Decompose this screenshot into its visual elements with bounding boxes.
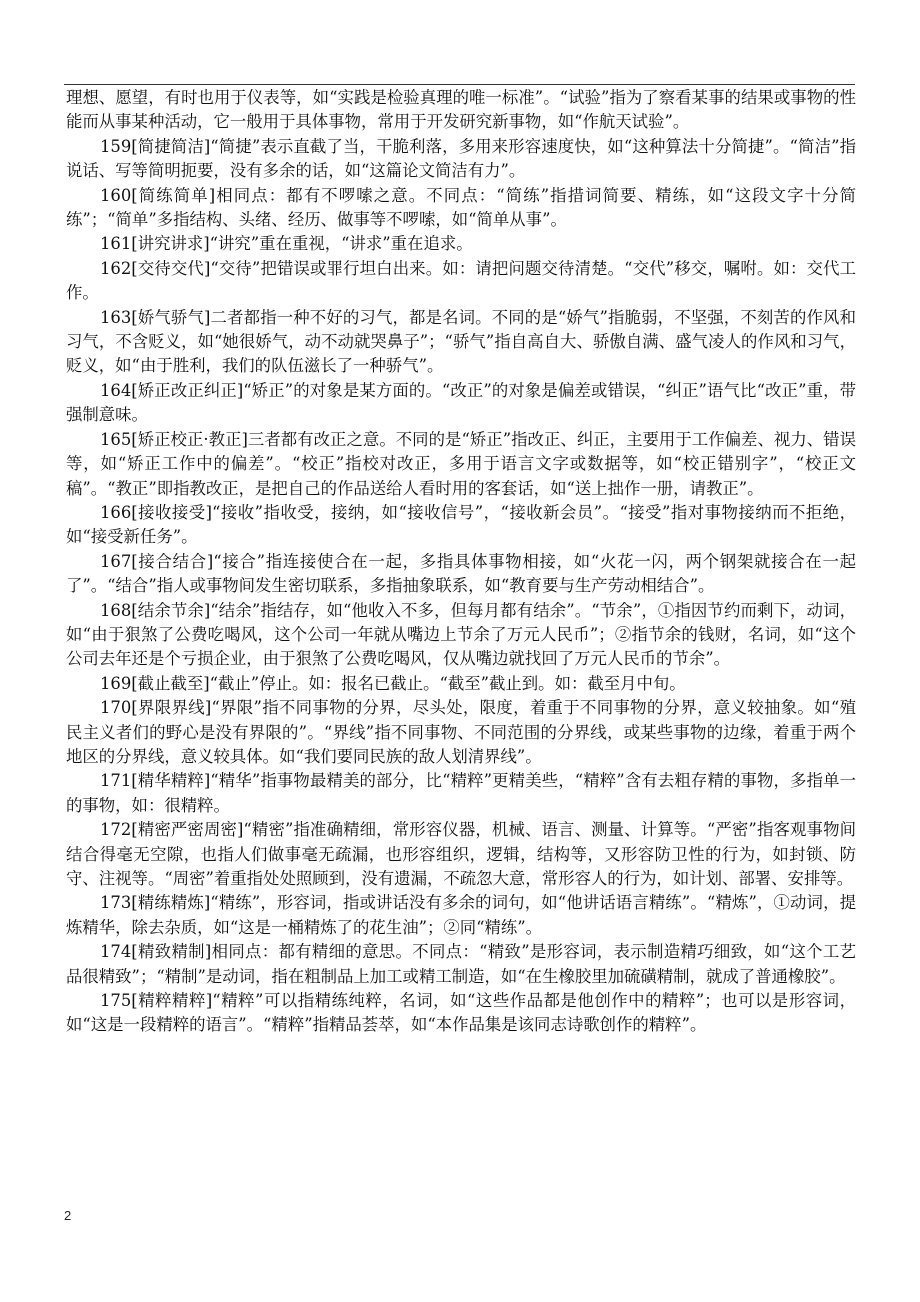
entry-162: 162[交待交代]“交待”把错误或罪行坦白出来。如：请把问题交待清楚。“交代”移交，嘱咐。如：交代工作。: [66, 258, 856, 303]
entry-161: 161[讲究讲求]“讲究”重在重视，“讲求”重在追求。: [100, 234, 473, 254]
document-body: [66, 86, 856, 1038]
entry-175: 175[精粹精粹]“精粹”可以指精练纯粹，名词，如“这些作品都是他创作中的精粹”；也可以是形容词，如“这是一段精粹的语言”。“精粹”指精品荟萃，如“本作品集是该同志诗歌创作的精粹”。: [66, 991, 856, 1035]
page-number: 2: [64, 1208, 72, 1223]
entry-169: 169[截止截至]“截止”停止。如：报名已截止。“截至”截止到。如：截至月中旬。: [100, 673, 686, 693]
entry-174: 174[精致精制]相同点：都有精细的意思。不同点：“精致”是形容词，表示制造精巧细致，如“这个工艺品很精致”；“精制”是动词，指在粗制品上加工或精工制造，如“在生橡胶里加硫磺精制，就成了普通橡胶”。: [66, 942, 856, 986]
entry-164: 164[矫正改正纠正]“矫正”的对象是某方面的。“改正”的对象是偏差或错误，“纠正”语气比“改正”重，带强制意味。: [66, 380, 856, 425]
entry-173: 173[精练精炼]“精练”，形容词，指或讲话没有多余的词句，如“他讲话语言精练”。“精炼”，①动词，提炼精华，除去杂质，如“这是一桶精炼了的花生油”；②同“精练”。: [66, 893, 856, 937]
entry-171: 171[精华精粹]“精华”指事物最精美的部分，比“精粹”更精美些，“精粹”含有去粗存精的事物，多指单一的事物，如：很精粹。: [66, 771, 856, 815]
entry-163: 163[娇气骄气]二者都指一种不好的习气，都是名词。不同的是“娇气”指脆弱，不坚强，不刻苦的作风和习气，不含贬义，如“她很娇气，动不动就哭鼻子”；“骄气”指自高自大、骄傲自满、盛气凌人的作风和习气，贬义，如“由于胜利，我们的队伍滋长了一种骄气”。: [66, 307, 856, 376]
entry-168: 168[结余节余]“结余”指结存，如“他收入不多，但每月都有结余”。“节余”，①指因节约而剩下，动词，如“由于狠煞了公费吃喝风，这个公司一年就从嘴边上节余了万元人民币”；②指节余的钱财，名词，如“这个公司去年还是个亏损企业，由于狠煞了公费吃喝风，仅从嘴边就找回了万元人民币的节余”。: [66, 600, 856, 669]
entry-167: 167[接合结合]“接合”指连接使合在一起，多指具体事物相接，如“火花一闪，两个钢架就接合在一起了”。“结合”指人或事物间发生密切联系，多指抽象联系，如“教育要与生产劳动相结合”。: [66, 551, 856, 596]
entry-160: 160[简练简单]相同点：都有不啰嗦之意。不同点：“简练”指措词简要、精练，如“这段文字十分简练”；“简单”多指结构、头绪、经历、做事等不啰嗦，如“简单从事”。: [66, 185, 856, 230]
entry-159: 159[简捷简洁]“简捷”表示直截了当，干脆利落，多用来形容速度快，如“这种算法十分简捷”。“简洁”指说话、写等简明扼要，没有多余的话，如“这篇论文简洁有力”。: [66, 136, 856, 181]
header-rule: [64, 84, 855, 85]
entry-166: 166[接收接受]“接收”指收受，接纳，如“接收信号”，“接收新会员”。“接受”指对事物接纳而不拒绝，如“接受新任务”。: [66, 502, 856, 547]
continuation-paragraph: 理想、愿望，有时也用于仪表等，如“实践是检验真理的唯一标准”。“试验”指为了察看某事的结果或事物的性能而从事某种活动，它一般用于具体事物，常用于开发研究新事物，如“作航天试验”。: [66, 88, 856, 132]
entry-170: 170[界限界线]“界限”指不同事物的分界，尽头处，限度，着重于不同事物的分界，意义较抽象。如“殖民主义者们的野心是没有界限的”。“界线”指不同事物、不同范围的分界线，或某些事物的边缘，着重于两个地区的分界线，意义较具体。如“我们要同民族的敌人划清界线”。: [66, 698, 856, 766]
entry-165: 165[矫正校正·教正]三者都有改正之意。不同的是“矫正”指改正、纠正，主要用于工作偏差、视力、错误等，如“矫正工作中的偏差”。“校正”指校对改正，多用于语言文字或数据等，如“校正错别字”，“校正文稿”。“教正”即指教改正，是把自己的作品送给人看时用的客套话，如“送上拙作一册，请教正”。: [66, 429, 856, 498]
entry-172: 172[精密严密周密]“精密”指准确精细，常形容仪器，机械、语言、测量、计算等。“严密”指客观事物间结合得毫无空隙，也指人们做事毫无疏漏，也形容组织，逻辑，结构等，又形容防卫性的行为，如封锁、防守、注视等。“周密”着重指处处照顾到，没有遗漏，不疏忽大意，常形容人的行为，如计划、部署、安排等。: [66, 820, 856, 888]
